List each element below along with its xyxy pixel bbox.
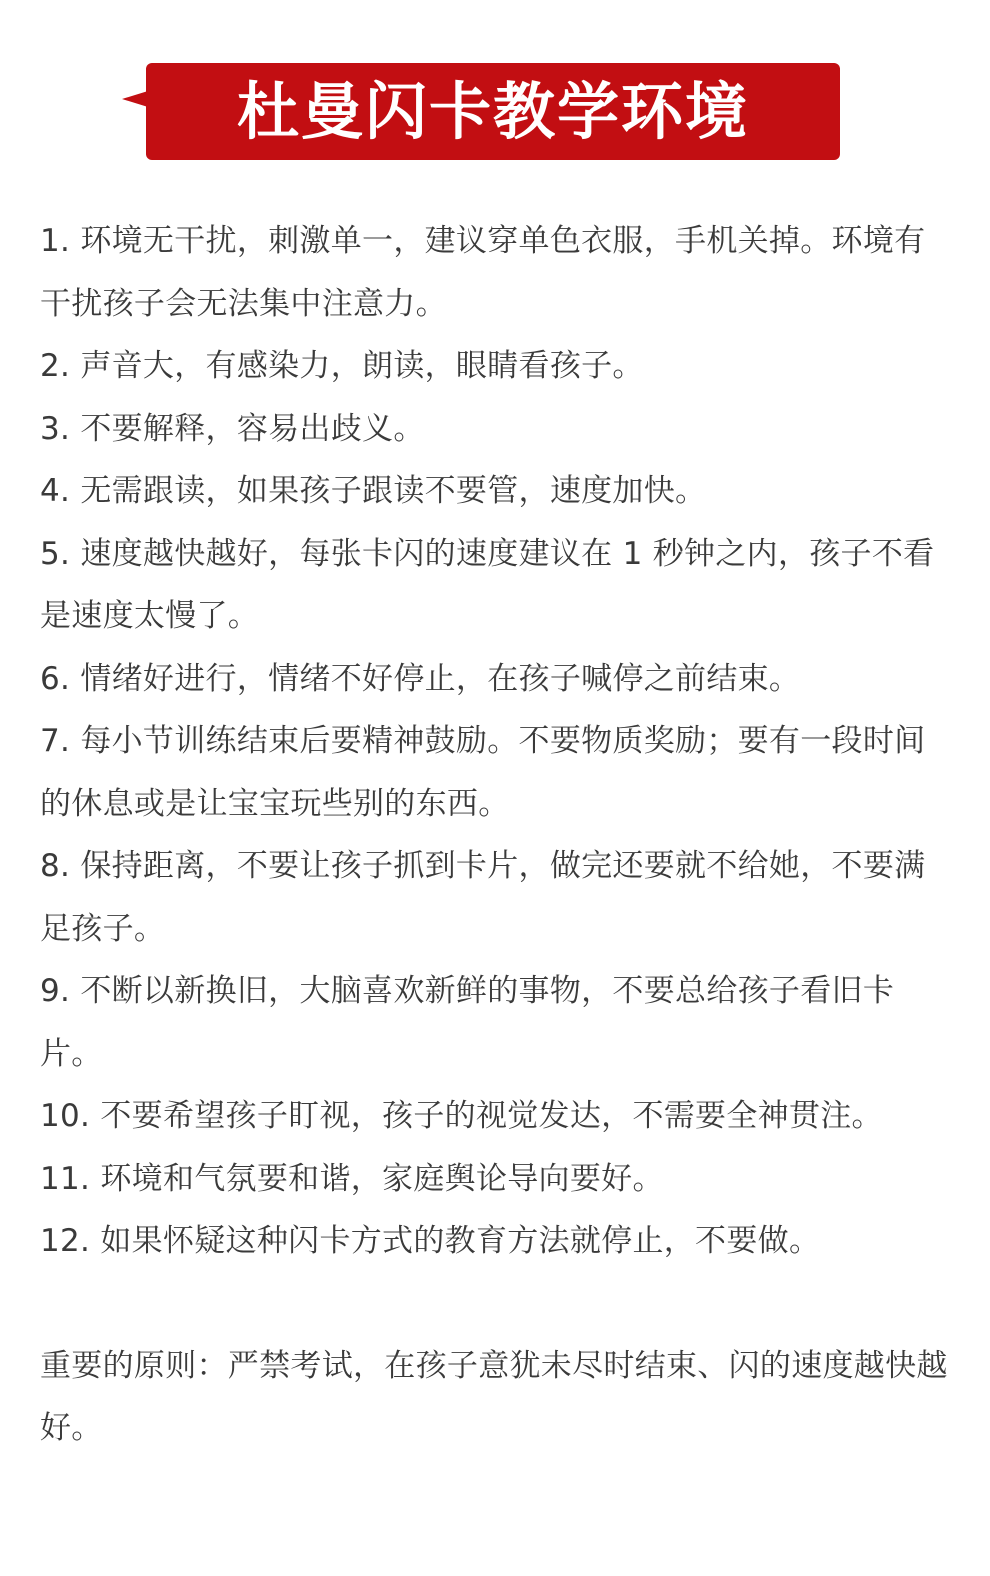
rules-content bbox=[40, 210, 950, 1460]
rule-item-12: 12. 如果怀疑这种闪卡方式的教育方法就停止，不要做。 bbox=[40, 1223, 821, 1259]
rule-item-5: 5. 速度越快越好，每张卡闪的速度建议在 1 秒钟之内，孩子不看是速度太慢了。 bbox=[40, 535, 935, 634]
rule-item-8: 8. 保持距离，不要让孩子抓到卡片，做完还要就不给她，不要满足孩子。 bbox=[40, 848, 926, 947]
rule-item-10: 10. 不要希望孩子盯视，孩子的视觉发达，不需要全神贯注。 bbox=[40, 1098, 883, 1134]
rule-item-6: 6. 情绪好进行，情绪不好停止，在孩子喊停之前结束。 bbox=[40, 660, 801, 697]
rule-item-3: 3. 不要解释，容易出歧义。 bbox=[40, 410, 425, 447]
rule-item-7: 7. 每小节训练结束后要精神鼓励。不要物质奖励；要有一段时间的休息或是让宝宝玩些别的东西。 bbox=[40, 723, 926, 822]
rule-item-4: 4. 无需跟读，如果孩子跟读不要管，速度加快。 bbox=[40, 473, 707, 509]
rule-item-1: 1. 环境无干扰，刺激单一，建议穿单色衣服，手机关掉。环境有干扰孩子会无法集中注意力。 bbox=[40, 223, 926, 322]
important-principle: 重要的原则：严禁考试，在孩子意犹未尽时结束、闪的速度越快越好。 bbox=[40, 1347, 948, 1446]
page-title: 杜曼闪卡教学环境 bbox=[236, 74, 749, 148]
rule-item-2: 2. 声音大，有感染力，朗读，眼睛看孩子。 bbox=[40, 348, 644, 384]
rule-item-11: 11. 环境和气氛要和谐，家庭舆论导向要好。 bbox=[40, 1160, 664, 1197]
title-banner bbox=[146, 63, 840, 160]
rule-item-9: 9. 不断以新换旧，大脑喜欢新鲜的事物，不要总给孩子看旧卡片。 bbox=[40, 973, 895, 1072]
